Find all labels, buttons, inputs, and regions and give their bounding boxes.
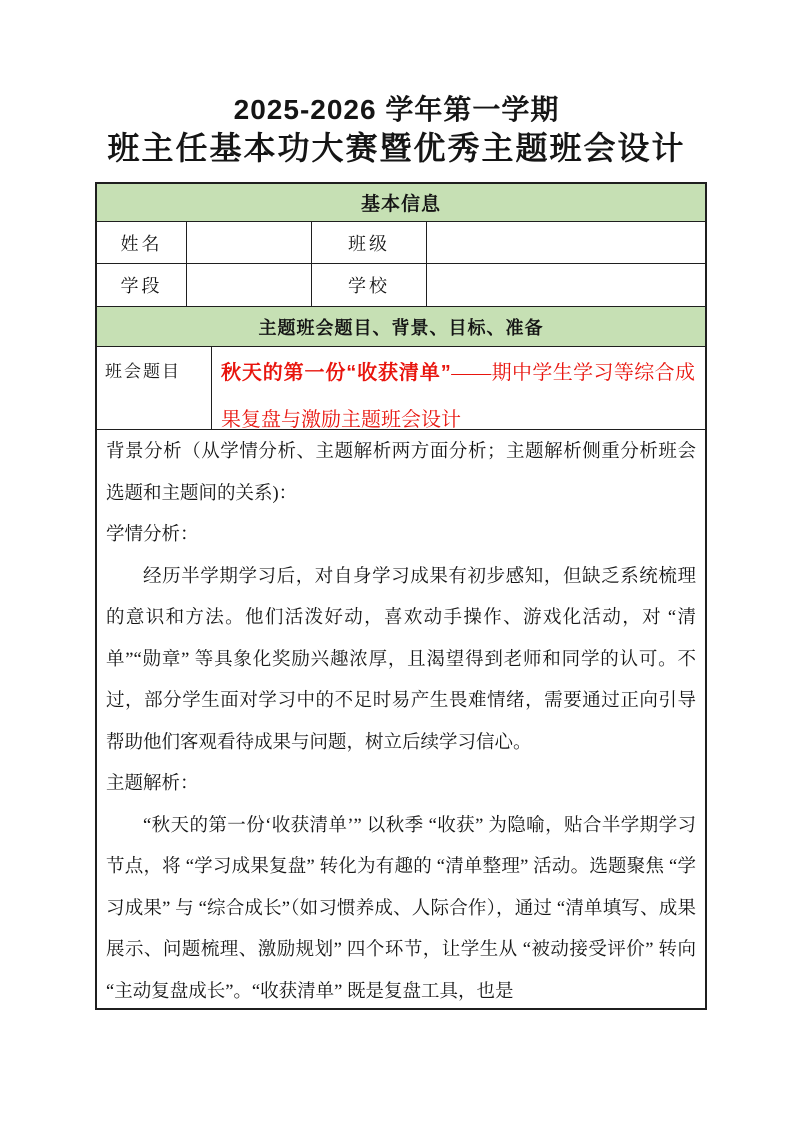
section-header-topic: 主题班会题目、背景、目标、准备 [97, 307, 705, 347]
topic-title-regular-part: ——期中学生学习等综合成果复盘与激励主题班会设计 [221, 362, 696, 431]
section-header-basic-info: 基本信息 [97, 184, 705, 222]
school-input-cell[interactable] [427, 264, 705, 306]
background-analysis-cell [97, 430, 705, 1008]
basic-info-row-2 [97, 264, 705, 307]
topic-title-bold-part: 秋天的第一份“收获清单” [221, 362, 452, 384]
zhuti-paragraph: “秋天的第一份‘收获清单’” 以秋季 “收获” 为隐喻，贴合半学期学习节点，将 “学习成果复盘” 转化为有趣的 “清单整理” 活动。选题聚焦 “学习成果” 与 “综合成长”（如习惯养成、人际合作），通过 “清单填写、成果展示、问题梳理、激励规划” 四个环节，让学生从 “被动接受评价” 转向 “主动复盘成长”。“收获清单” 既是复盘工具，也是 [106, 815, 696, 1002]
class-input-cell[interactable] [427, 222, 705, 263]
xueqing-paragraph: 经历半学期学习后，对自身学习成果有初步感知，但缺乏系统梳理的意识和方法。他们活泼好动，喜欢动手操作、游戏化活动，对 “清单”“勋章” 等具象化奖励兴趣浓厚，且渴望得到老师和同学的认可。不过，部分学生面对学习中的不足时易产生畏难情绪，需要通过正向引导帮助他们客观看待成果与问题，树立后续学习信心。 [106, 566, 696, 753]
stage-input-cell[interactable] [187, 264, 312, 306]
basic-info-row-1 [97, 222, 705, 264]
background-intro: 背景分析（从学情分析、主题解析两方面分析；主题解析侧重分析班会选题和主题间的关系)： [106, 442, 696, 504]
stage-label: 学段 [97, 264, 187, 306]
name-label: 姓名 [97, 222, 187, 263]
school-label: 学校 [312, 264, 427, 306]
background-analysis-row [97, 430, 705, 1008]
doc-title-line2: 班主任基本功大赛暨优秀主题班会设计 [107, 130, 686, 166]
class-meeting-form-table [95, 182, 707, 1010]
xueqing-heading: 学情分析： [106, 525, 199, 545]
topic-title-row [97, 347, 705, 430]
zhuti-heading: 主题解析： [106, 774, 199, 794]
class-label: 班级 [312, 222, 427, 263]
name-input-cell[interactable] [187, 222, 312, 263]
topic-title-cell [212, 347, 705, 429]
doc-title-line1: 2025-2026 学年第一学期 [233, 94, 560, 125]
topic-row-label: 班会题目 [97, 347, 212, 429]
